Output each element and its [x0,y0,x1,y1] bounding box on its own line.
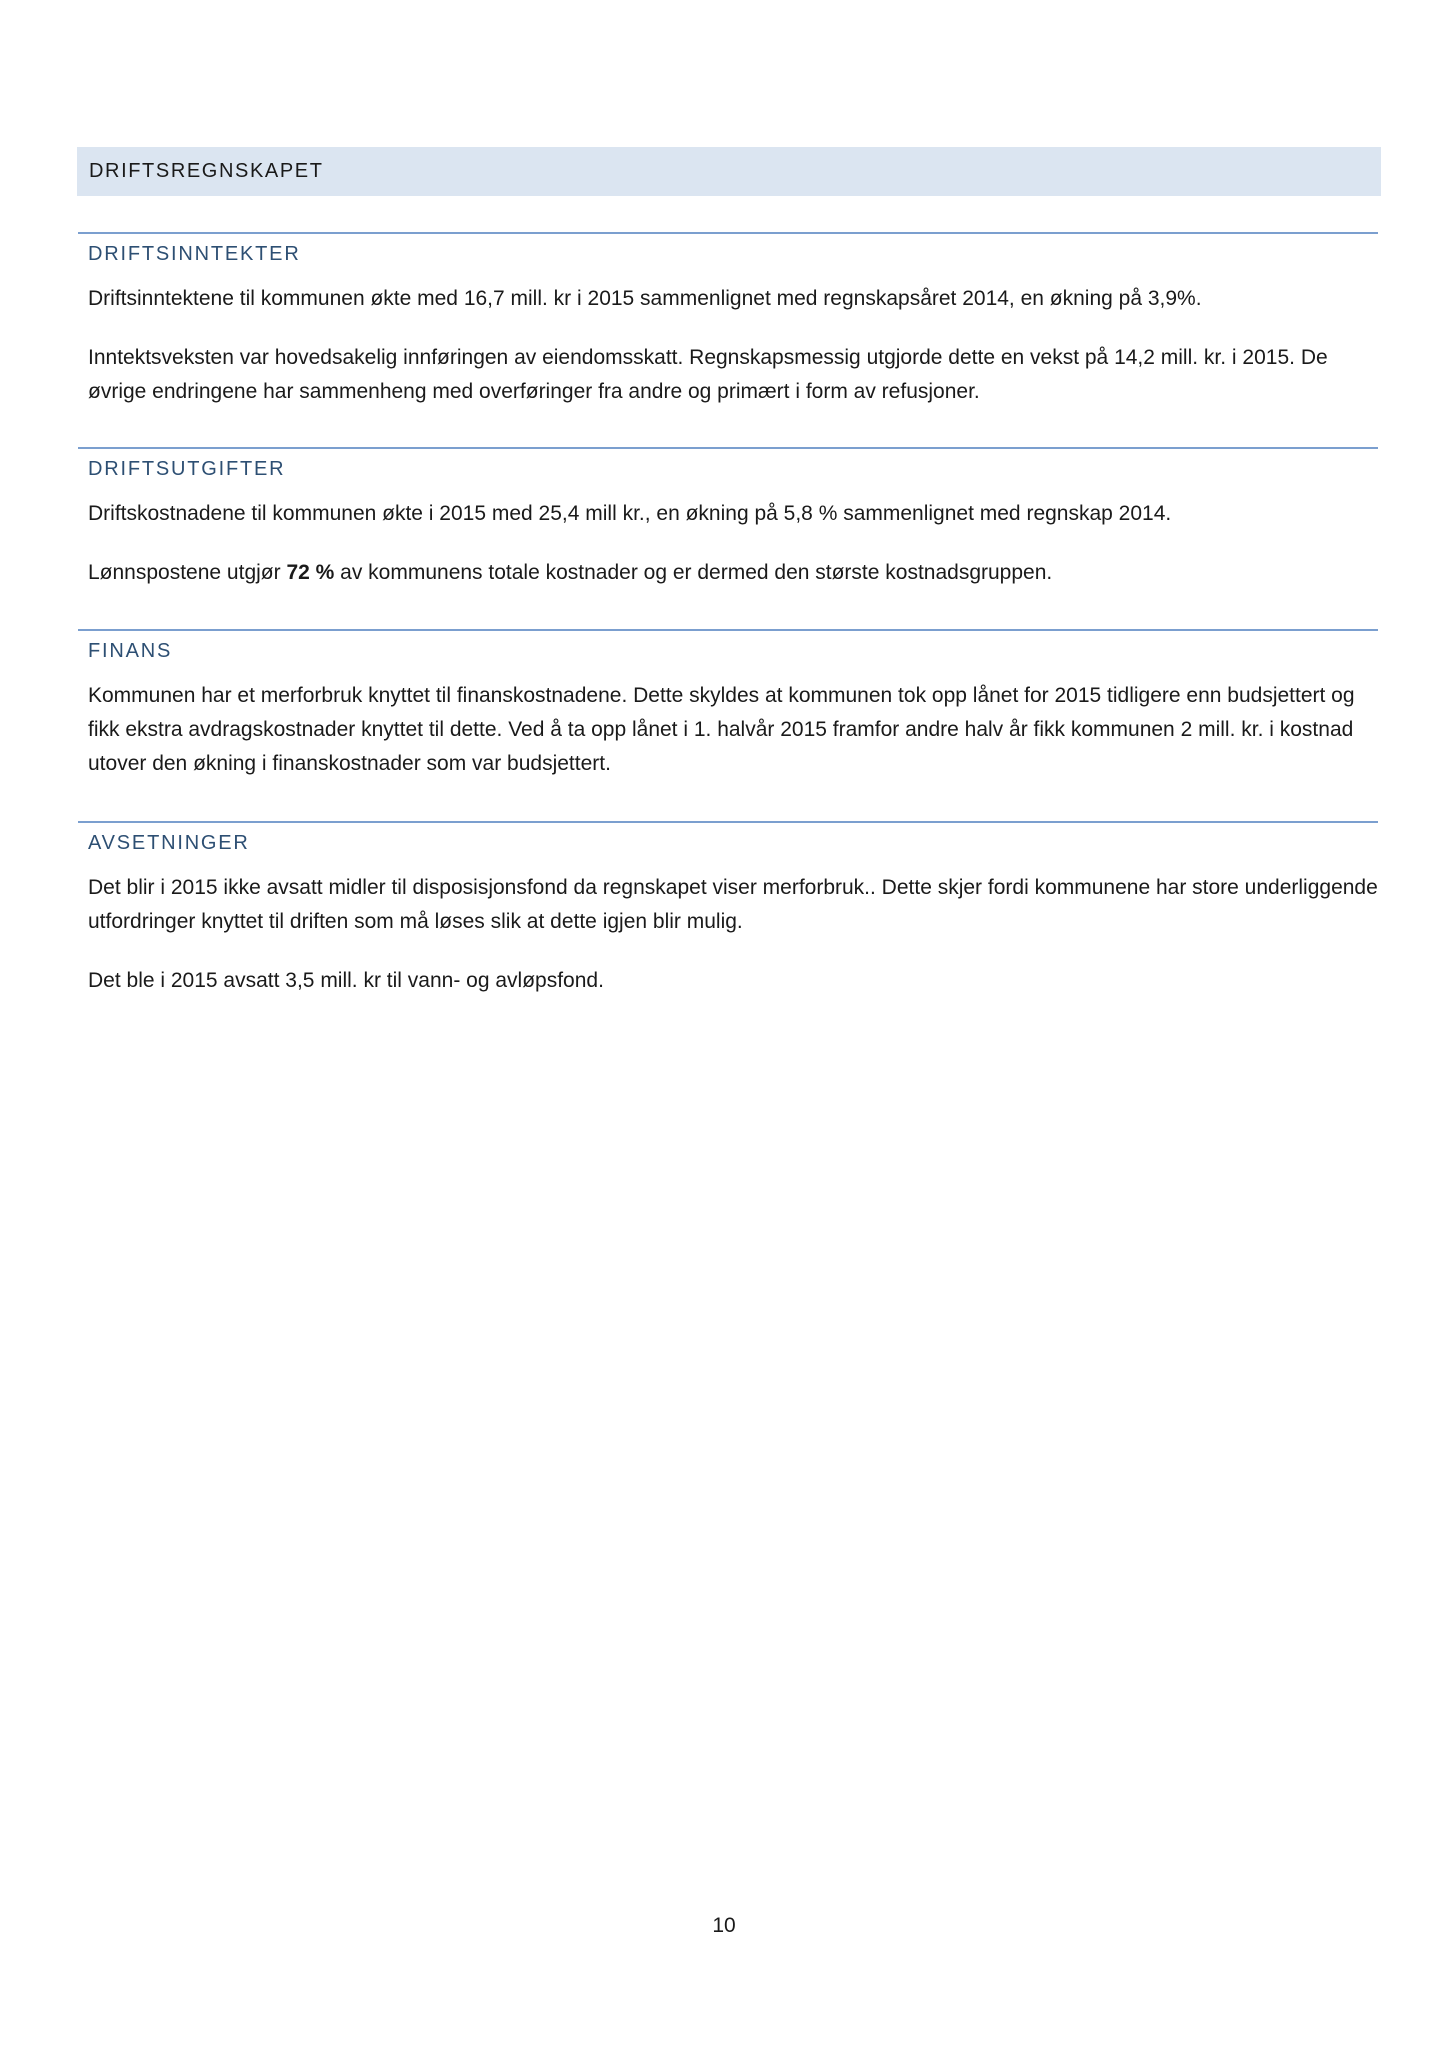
section-heading: DRIFTSINNTEKTER [88,243,301,265]
page-number: 10 [712,1914,736,1937]
paragraph-text: av kommunens totale kostnader og er dermed den største kostnadsgruppen. [334,561,1053,584]
section-avsetninger [78,821,1378,998]
paragraph: Det blir i 2015 ikke avsatt midler til disposisjonsfond da regnskapet viser merforbruk.. Dette skjer fordi kommunene har store underliggende utfordringer knyttet til driften som må løses slik at dette igjen blir mulig. [88,876,1378,933]
main-heading: DRIFTSREGNSKAPET [77,147,1381,196]
section-finans [78,629,1378,781]
emphasis-value: 72 % [286,561,335,584]
paragraph-text: Lønnspostene utgjør [88,561,287,584]
paragraph-with-emphasis [78,556,1378,590]
paragraph: Driftskostnadene til kommunen økte i 2015 med 25,4 mill kr., en økning på 5,8 % sammenlignet med regnskap 2014. [88,502,1172,525]
section-driftsutgifter [78,447,1378,590]
paragraph: Det ble i 2015 avsatt 3,5 mill. kr til vann- og avløpsfond. [88,969,604,992]
section-heading: FINANS [88,640,173,662]
paragraph: Inntektsveksten var hovedsakelig innføringen av eiendomsskatt. Regnskapsmessig utgjorde dette en vekst på 14,2 mill. kr. i 2015. De øvrige endringene har sammenheng med overføringer fra andre og primært i form av refusjoner. [88,346,1328,403]
section-driftsinntekter [78,232,1378,409]
section-heading: AVSETNINGER [88,832,250,854]
paragraph: Driftsinntektene til kommunen økte med 16,7 mill. kr i 2015 sammenlignet med regnskapsåret 2014, en økning på 3,9%. [88,287,1202,310]
paragraph: Kommunen har et merforbruk knyttet til finanskostnadene. Dette skyldes at kommunen tok opp lånet for 2015 tidligere enn budsjettert og fikk ekstra avdragskostnader knyttet til dette. Ved å ta opp lånet i 1. halvår 2015 framfor andre halv år fikk kommunen 2 mill. kr. i kostnad utover den økning i finanskostnader som var budsjettert. [88,684,1355,775]
section-heading: DRIFTSUTGIFTER [88,458,286,480]
